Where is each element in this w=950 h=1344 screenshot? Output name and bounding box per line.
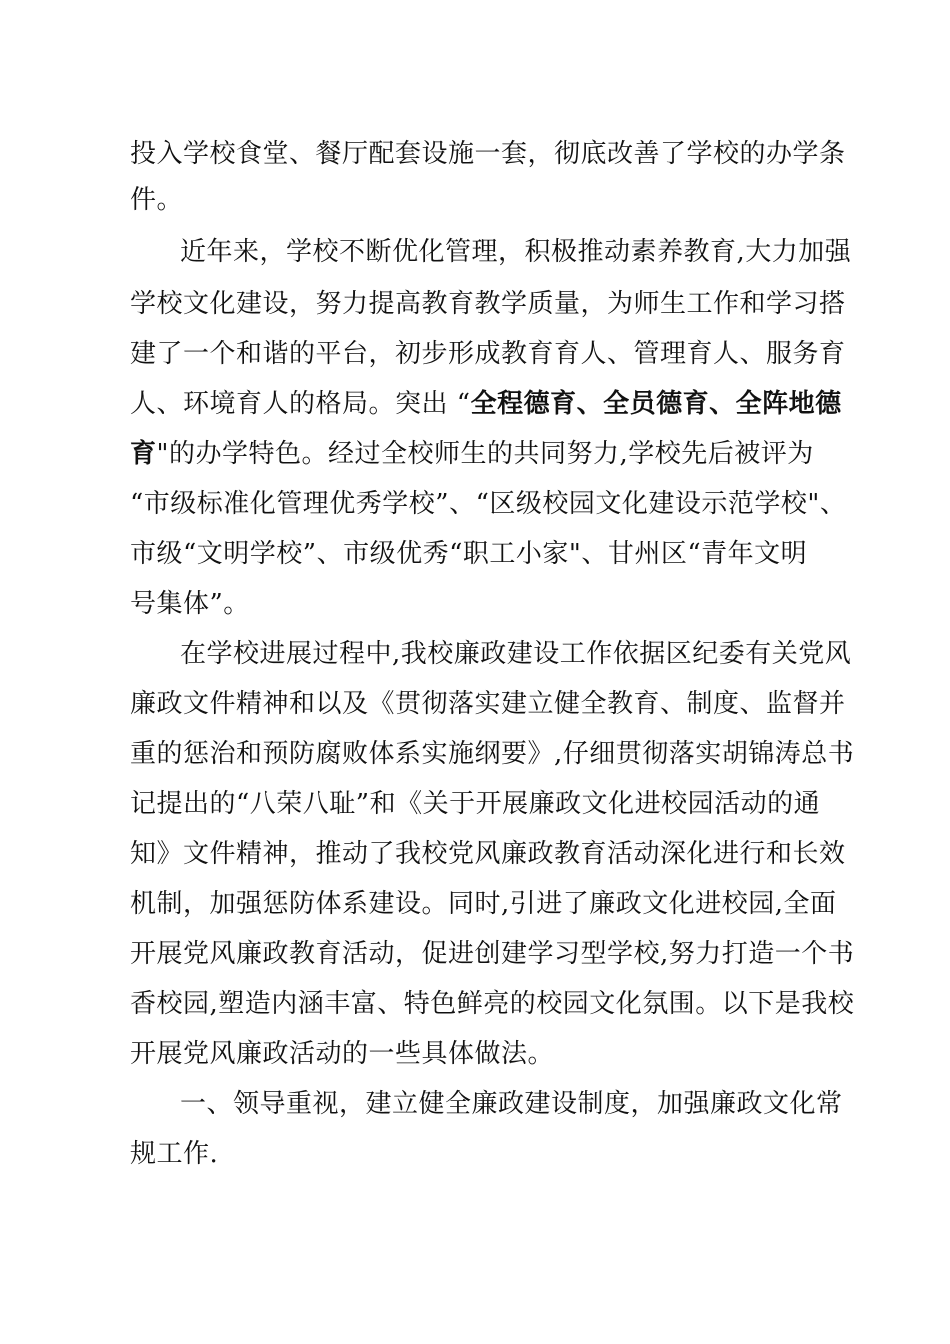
section-heading-line-2: 规工作. (130, 1139, 219, 1169)
paragraph-2-line-4-text: 人、环境育人的格局。突出 “ (130, 389, 471, 419)
paragraph-2-line-2: 学校文化建设，努力提高教育教学质量，为师生工作和学习搭 (130, 289, 846, 319)
paragraph-2-line-4 (130, 384, 842, 424)
section-heading-line-1: 一、领导重视，建立健全廉政建设制度，加强廉政文化常 (180, 1089, 843, 1119)
paragraph-1-line-1: 投入学校食堂、餐厅配套设施一套，彻底改善了学校的办学条 (130, 139, 846, 169)
paragraph-2-line-7: 市级“文明学校”、市级优秀“职工小家"、甘州区“青年文明 (130, 539, 808, 569)
paragraph-3-line-8: 香校园,塑造内涵丰富、特色鲜亮的校园文化氛围。以下是我校 (130, 989, 855, 1019)
paragraph-2-line-1: 近年来，学校不断优化管理，积极推动素养教育,大力加强 (180, 237, 852, 267)
paragraph-3-line-7: 开展党风廉政教育活动，促进创建学习型学校,努力打造一个书 (130, 939, 855, 969)
paragraph-3-line-6: 机制，加强惩防体系建设。同时,引进了廉政文化进校园,全面 (130, 889, 837, 919)
paragraph-3-line-2: 廉政文件精神和以及《贯彻落实建立健全教育、制度、监督并 (130, 689, 846, 719)
paragraph-3-line-3: 重的惩治和预防腐败体系实施纲要》,仔细贯彻落实胡锦涛总书 (130, 739, 855, 769)
paragraph-2-line-5-text: "的办学特色。经过全校师生的共同努力,学校先后被评为 (156, 439, 814, 469)
paragraph-2-line-6: “市级标准化管理优秀学校”、“区级校园文化建设示范学校"、 (130, 489, 847, 519)
paragraph-2-line-3: 建了一个和谐的平台，初步形成教育育人、管理育人、服务育 (130, 339, 846, 369)
paragraph-3-line-9: 开展党风廉政活动的一些具体做法。 (130, 1039, 555, 1069)
paragraph-3-line-1: 在学校进展过程中,我校廉政建设工作依据区纪委有关党风 (180, 639, 852, 669)
paragraph-2-line-5 (130, 434, 830, 474)
paragraph-3-line-4: 记提出的“八荣八耻”和《关于开展廉政文化进校园活动的通 (130, 789, 821, 819)
paragraph-2-line-4-emphasis: 全程德育、全员德育、全阵地德 (470, 389, 842, 419)
paragraph-3-line-5: 知》文件精神，推动了我校党风廉政教育活动深化进行和长效 (130, 839, 846, 869)
paragraph-1-line-2: 件。 (130, 185, 184, 215)
paragraph-2-line-8: 号集体”。 (130, 589, 250, 619)
paragraph-2-line-5-emphasis: 育 (130, 439, 157, 469)
